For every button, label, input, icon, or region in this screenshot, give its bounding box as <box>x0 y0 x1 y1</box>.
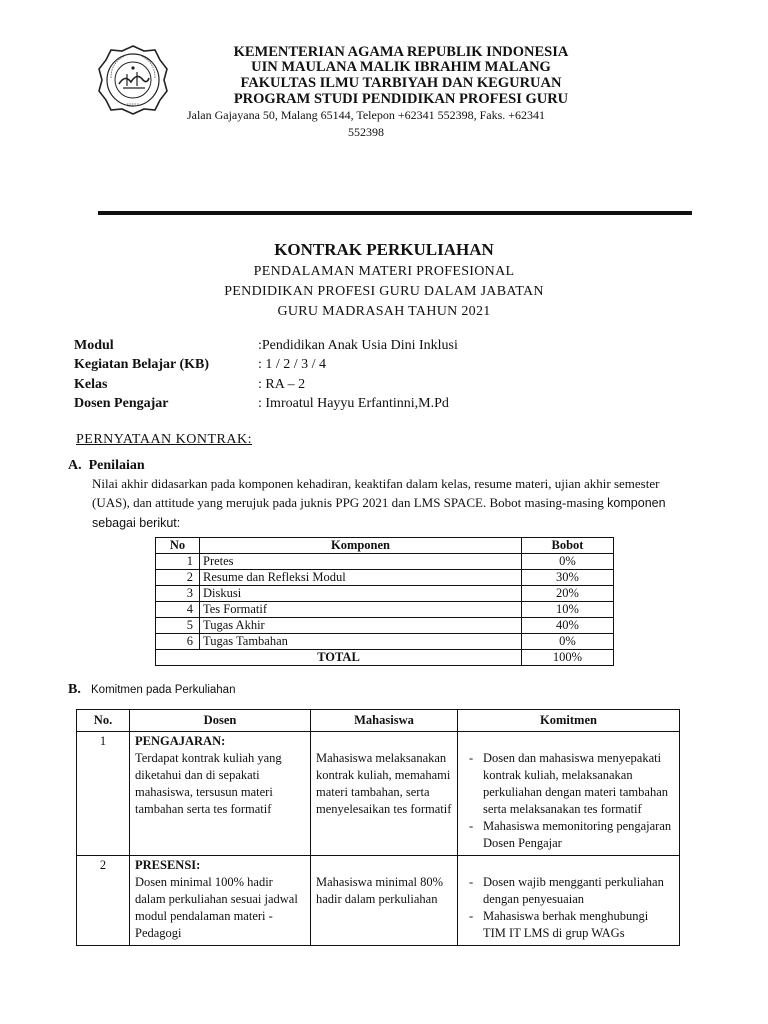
grading-total-label: TOTAL <box>156 650 522 666</box>
info-label-kb: Kegiatan Belajar (KB) <box>74 357 210 372</box>
header-line-program: PROGRAM STUDI PENDIDIKAN PROFESI GURU <box>233 91 569 107</box>
table-row <box>77 856 680 946</box>
commitment-header-no: No. <box>77 710 130 732</box>
section-a-title: Penilaian <box>88 458 145 473</box>
commitment-section-title: PENGAJARAN: <box>135 734 226 748</box>
commitment-section-title: PRESENSI: <box>135 858 201 872</box>
grading-header-no: No <box>156 538 200 554</box>
grading-table <box>155 537 614 666</box>
document-title: KONTRAK PERKULIAHAN <box>274 240 494 259</box>
section-b-title: Komitmen pada Perkuliahan <box>91 684 236 696</box>
grading-cell-bobot: 0% <box>522 554 614 570</box>
table-row <box>156 570 614 586</box>
section-a-heading <box>68 458 145 474</box>
grading-cell-komponen: Tes Formatif <box>200 602 522 618</box>
info-label-kelas: Kelas <box>74 377 108 392</box>
table-row <box>156 602 614 618</box>
document-subtitle-2: PENDIDIKAN PROFESI GURU DALAM JABATAN <box>224 284 544 299</box>
grading-paragraph-tail: komponen sebagai berikut: <box>92 496 666 530</box>
header-line-university: UIN MAULANA MALIK IBRAHIM MALANG <box>251 59 551 75</box>
grading-cell-komponen: Diskusi <box>200 586 522 602</box>
section-b-letter: B. <box>68 682 81 697</box>
grading-cell-no: 1 <box>156 554 200 570</box>
grading-paragraph <box>92 474 672 533</box>
grading-cell-bobot: 20% <box>522 586 614 602</box>
table-row <box>156 554 614 570</box>
grading-cell-bobot: 10% <box>522 602 614 618</box>
grading-cell-no: 6 <box>156 634 200 650</box>
grading-cell-komponen: Tugas Akhir <box>200 618 522 634</box>
grading-cell-bobot: 40% <box>522 618 614 634</box>
grading-cell-no: 4 <box>156 602 200 618</box>
table-row <box>156 618 614 634</box>
list-item: - Dosen dan mahasiswa menyepakati kontrak kuliah, melaksanakan perkuliahan dengan materi tambahan serta melaksanakan tes formatif <box>463 750 674 818</box>
commitment-table-header <box>77 710 680 732</box>
document-subtitle-3: GURU MADRASAH TAHUN 2021 <box>277 304 491 319</box>
grading-total-value: 100% <box>522 650 614 666</box>
address-line-1: Jalan Gajayana 50, Malang 65144, Telepon +62341 552398, Faks. +62341 <box>186 108 546 122</box>
grading-cell-no: 3 <box>156 586 200 602</box>
commitment-header-mahasiswa: Mahasiswa <box>311 710 458 732</box>
info-value-dosen: : Imroatul Hayyu Erfantinni,M.Pd <box>258 396 449 411</box>
grading-cell-komponen: Tugas Tambahan <box>200 634 522 650</box>
grading-cell-bobot: 30% <box>522 570 614 586</box>
grading-cell-no: 2 <box>156 570 200 586</box>
header-line-ministry: KEMENTERIAN AGAMA REPUBLIK INDONESIA <box>233 44 569 60</box>
header-line-faculty: FAKULTAS ILMU TARBIYAH DAN KEGURUAN <box>240 75 562 91</box>
table-row <box>156 586 614 602</box>
section-a-letter: A. <box>68 458 82 473</box>
info-value-kelas: : RA – 2 <box>258 377 306 392</box>
list-item: - Mahasiswa memonitoring pengajaran Dosen Pengajar <box>463 818 674 852</box>
commitment-cell-dosen <box>130 732 311 856</box>
info-label-modul: Modul <box>74 338 114 353</box>
commitment-header-dosen: Dosen <box>130 710 311 732</box>
contract-statement-heading: PERNYATAAN KONTRAK: <box>76 432 252 447</box>
grading-cell-no: 5 <box>156 618 200 634</box>
grading-paragraph-text: Nilai akhir didasarkan pada komponen kehadiran, keaktifan dalam kelas, resume materi, ujian akhir semester (UAS), dan attitude yang merujuk pada juknis PPG 2021 dan LMS SPACE. Bobot masing-masing <box>92 476 660 510</box>
table-row <box>156 634 614 650</box>
commitment-cell-komitmen <box>458 732 680 856</box>
commitment-mahasiswa-text: Mahasiswa melaksanakan kontrak kuliah, memahami materi tambahan, serta menyelesaikan tes formatif <box>316 751 452 816</box>
commitment-dosen-text: Dosen minimal 100% hadir dalam perkuliahan sesuai jadwal modul pendalaman materi - Pedagogi <box>135 875 298 940</box>
commitment-cell-mahasiswa <box>311 732 458 856</box>
commitment-mahasiswa-text: Mahasiswa minimal 80% hadir dalam perkuliahan <box>316 875 444 906</box>
grading-total-row <box>156 650 614 666</box>
commitment-cell-dosen <box>130 856 311 946</box>
grading-cell-komponen: Resume dan Refleksi Modul <box>200 570 522 586</box>
list-item: - Mahasiswa berhak menghubungi TIM IT LMS di grup WAGs <box>463 908 674 942</box>
grading-header-komponen: Komponen <box>200 538 522 554</box>
info-label-dosen: Dosen Pengajar <box>74 396 169 411</box>
commitment-dosen-text: Terdapat kontrak kuliah yang diketahui dan di sepakati mahasiswa, tersusun materi tambahan serta tes formatif <box>135 751 282 816</box>
address-line-2: 552398 <box>348 125 384 139</box>
header-address <box>166 107 566 141</box>
document-subtitle-1: PENDALAMAN MATERI PROFESIONAL <box>253 264 515 279</box>
grading-cell-komponen: Pretes <box>200 554 522 570</box>
info-value-modul: :Pendidikan Anak Usia Dini Inklusi <box>258 338 458 353</box>
commitment-header-komitmen: Komitmen <box>458 710 680 732</box>
header-divider <box>98 211 692 215</box>
info-value-kb: : 1 / 2 / 3 / 4 <box>258 357 327 372</box>
grading-header-bobot: Bobot <box>522 538 614 554</box>
grading-cell-bobot: 0% <box>522 634 614 650</box>
commitment-cell-no: 2 <box>77 856 130 946</box>
commitment-cell-mahasiswa <box>311 856 458 946</box>
table-row <box>77 732 680 856</box>
list-item: - Dosen wajib mengganti perkuliahan dengan penyesuaian <box>463 874 674 908</box>
commitment-list <box>463 750 674 852</box>
grading-table-header <box>156 538 614 554</box>
commitment-cell-no: 1 <box>77 732 130 856</box>
commitment-cell-komitmen <box>458 856 680 946</box>
commitment-table <box>76 709 680 946</box>
commitment-list <box>463 874 674 942</box>
